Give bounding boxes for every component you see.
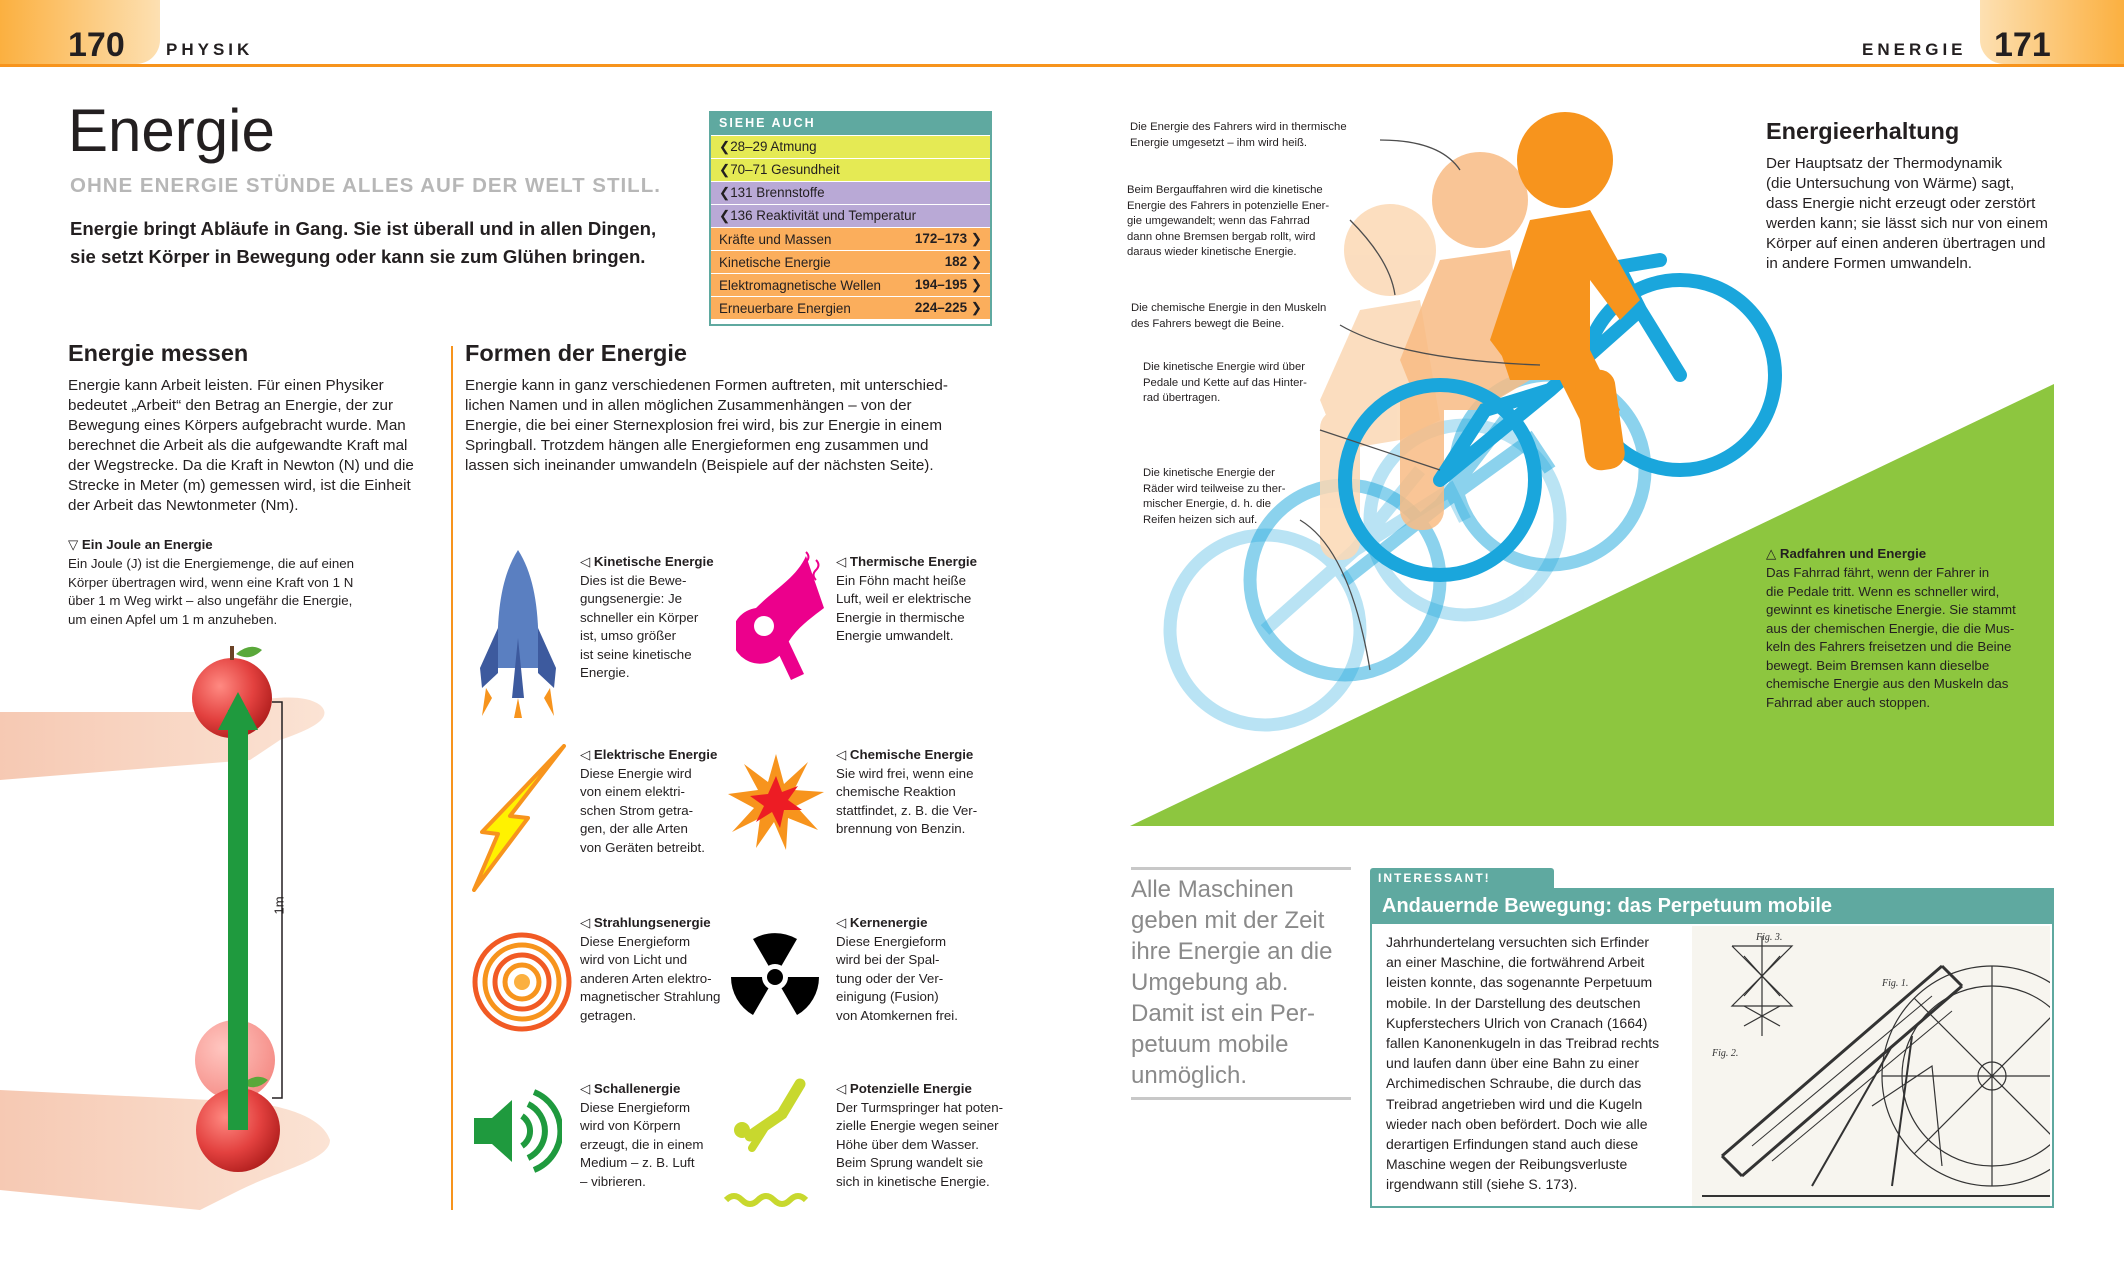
right-page-number: 171 [1994, 26, 2051, 64]
radfahren-caption-title: △ Radfahren und Energie [1766, 546, 1927, 561]
see-also-label: SIEHE AUCH [711, 113, 990, 135]
form-body: Diese Energieform wird von Körpern erzeugt, die in einem Medium – z. B. Luft – vibrieren. [580, 1099, 704, 1189]
form-title: ◁ Potenzielle Energie [836, 1081, 972, 1096]
interessant-box [1370, 888, 2054, 1208]
form-body: Ein Föhn macht heiße Luft, weil er elektrische Energie in thermische Energie umwandelt. [836, 572, 972, 643]
see-also-item[interactable]: Kinetische Energie 182 ❯ [711, 250, 990, 273]
radfahren-caption-body: Das Fahrrad fährt, wenn der Fahrer in die Pedale tritt. Wenn es schneller wird, gewinnt es kinetische Energie. Sie stammt aus der chemischen Energie, die die Mus- keln des Fahrers freisetzen und die Beine bewegt. Beim Bremsen kann dieselbe chemische Energie aus den Muskeln das Fahrrad aber auch stoppen. [1766, 565, 2016, 710]
form-body: Dies ist die Bewe- gungsenergie: Je schneller ein Körper ist, umso größer ist seine kinetische Energie. [580, 572, 699, 680]
page-subtitle: OHNE ENERGIE STÜNDE ALLES AUF DER WELT STILL. [70, 174, 661, 197]
interessant-tab: INTERESSANT! [1370, 868, 1554, 888]
form-body: Diese Energieform wird von Licht und anderen Arten elektro- magnetischer Strahlung getragen. [580, 933, 721, 1023]
form-kinetisch [580, 553, 770, 683]
form-title: ◁ Strahlungsenergie [580, 915, 711, 930]
bike-annotation-chemical: Die chemische Energie in den Muskeln des Fahrers bewegt die Beine. [1131, 302, 1327, 330]
apple-lift-illustration [0, 630, 440, 1280]
rocket-icon [478, 548, 558, 718]
bike-annotation-pedals: Die kinetische Energie wird über Pedale und Kette auf das Hinter- rad übertragen. [1143, 361, 1307, 405]
see-also-item[interactable]: ❮136 Reaktivität und Temperatur [711, 204, 990, 227]
form-kern [836, 914, 1036, 1025]
perpetuum-engraving [1692, 926, 2050, 1206]
quote-rule-top [1131, 867, 1351, 870]
fig-label: Fig. 2. [1712, 1048, 1739, 1059]
form-title: ◁ Kinetische Energie [580, 554, 714, 569]
page-title: Energie [68, 97, 275, 164]
form-body: Sie wird frei, wenn eine chemische Reaktion stattfindet, z. B. die Ver- brennung von Benzin. [836, 765, 978, 836]
form-thermisch [836, 553, 1036, 646]
header-bar [0, 0, 2124, 68]
erhaltung-body: Der Hauptsatz der Thermodynamik (die Untersuchung von Wärme) sagt, dass Energie nicht erzeugt oder zerstört werden kann; sie lässt sich nur von einem Körper auf einen anderen übertragen und in andere Formen umwandeln. [1766, 155, 2048, 272]
form-chemisch [836, 746, 1036, 839]
bike-annotation-thermal: Die Energie des Fahrers wird in thermische Energie umgesetzt – ihm wird heiß. [1130, 121, 1347, 149]
upper-hand-icon [0, 697, 324, 780]
form-title: ◁ Schallenergie [580, 1081, 681, 1096]
intro-text: Energie bringt Abläufe in Gang. Sie ist überall und in allen Dingen, sie setzt Körper in Bewegung oder kann sie zum Glühen bringen. [70, 218, 657, 267]
measure-label: 1m [271, 896, 287, 915]
section-heading-messen: Energie messen [68, 340, 249, 366]
fig-label: Fig. 1. [1882, 978, 1909, 989]
see-also-item[interactable]: ❮70–71 Gesundheit [711, 158, 990, 181]
form-body: Der Turmspringer hat poten- zielle Energie wegen seiner Höhe über dem Wasser. Beim Sprung wandelt sie sich in kinetische Energie. [836, 1099, 1004, 1189]
form-potenziell [836, 1080, 1056, 1191]
see-also-box [709, 111, 992, 326]
form-schall [580, 1080, 780, 1191]
radiation-target-icon [472, 932, 572, 1032]
lower-hand-icon [0, 1090, 330, 1210]
see-also-item[interactable]: Kräfte und Massen 172–173 ❯ [711, 227, 990, 250]
form-title: ◁ Chemische Energie [836, 747, 974, 762]
right-section-label: ENERGIE [1862, 40, 1967, 59]
joule-caption-title: ▽ Ein Joule an Energie [68, 537, 213, 552]
left-section-label: PHYSIK [166, 40, 254, 59]
column-divider [451, 346, 453, 1210]
form-strahlung [580, 914, 780, 1025]
interessant-heading: Andauernde Bewegung: das Perpetuum mobile [1372, 890, 2052, 924]
left-page-number: 170 [68, 26, 125, 64]
form-title: ◁ Kernenergie [836, 915, 928, 930]
pull-quote: Alle Maschinen geben mit der Zeit ihre Energie an die Umgebung ab. Damit ist ein Per- petuum mobile unmöglich. [1131, 876, 1333, 1089]
see-also-item[interactable]: Elektromagnetische Wellen 194–195 ❯ [711, 273, 990, 296]
speaker-icon [472, 1086, 562, 1176]
see-also-item[interactable]: ❮28–29 Atmung [711, 135, 990, 158]
quote-rule-bottom [1131, 1097, 1351, 1100]
section-heading-erhaltung: Energieerhaltung [1766, 118, 1960, 144]
messen-body: Energie kann Arbeit leisten. Für einen Physiker bedeutet „Arbeit“ den Betrag an Energie, der zur Bewegung eines Körpers aufgebracht wurde. Man berechnet die Arbeit als die aufgewandte Kraft mal der Wegstrecke. Da die Kraft in Newton (N) und die Strecke in Meter (m) gemessen wird, ist die Einheit der Arbeit das Newtonmeter (Nm). [68, 377, 414, 514]
form-title: ◁ Elektrische Energie [580, 747, 718, 762]
bike-annotation-potential: Beim Bergauffahren wird die kinetische Energie des Fahrers in potenzielle Ener- gie umgewandelt; wenn das Fahrrad dann ohne Bremsen bergab rollt, wird daraus wieder kinetische Energie. [1127, 184, 1330, 259]
see-also-item[interactable]: Erneuerbare Energien 224–225 ❯ [711, 296, 990, 319]
bike-annotation-tires: Die kinetische Energie der Räder wird teilweise zu ther- mischer Energie, d. h. die Reifen heizen sich auf. [1143, 467, 1286, 526]
joule-caption-body: Ein Joule (J) ist die Energiemenge, die auf einen Körper übertragen wird, wenn eine Kraft von 1 N über 1 m Weg wirkt – also ungefähr die Energie, um einen Apfel um 1 m anzuheben. [68, 556, 355, 627]
interessant-body: Jahrhundertelang versuchten sich Erfinder an einer Maschine, die fortwährend Arbeit leisten konnte, das sogenannte Perpetuum mobile. In der Darstellung des deutschen Kupferstechers Ulrich von Cranach (1664) fallen Kanonenkugeln in das Treibrad rechts und laufen dann über eine Bahn zu einer Archimedischen Schraube, die durch das Treibrad angetrieben wird und die Kugeln wieder nach oben befördert. Doch wie alle derartigen Erfindungen stand auch diese Maschine wegen der Reibungsverluste irgendwann still (siehe S. 173). [1386, 934, 1660, 1193]
lightning-icon [470, 744, 570, 892]
header-rule [0, 64, 2124, 67]
form-body: Diese Energie wird von einem elektri- schen Strom getra- gen, der alle Arten von Geräten betreibt. [580, 765, 705, 855]
form-elektrisch [580, 746, 770, 857]
form-body: Diese Energieform wird bei der Spal- tung oder der Ver- einigung (Fusion) von Atomkernen frei. [836, 933, 958, 1023]
formen-body: Energie kann in ganz verschiedenen Formen auftreten, mit unterschied- lichen Namen und in allen möglichen Zusammenhängen – von der Energie, die bei einer Sternexplosion frei wird, bis zur Energie in einem Springball. Trotzdem hängen alle Energieformen eng zusammen und lassen sich ineinander umwandeln (Beispiele auf der nächsten Seite). [465, 377, 948, 474]
see-also-item[interactable]: ❮131 Brennstoffe [711, 181, 990, 204]
section-heading-formen: Formen der Energie [465, 340, 687, 366]
form-title: ◁ Thermische Energie [836, 554, 978, 569]
fig-label: Fig. 3. [1756, 932, 1783, 943]
